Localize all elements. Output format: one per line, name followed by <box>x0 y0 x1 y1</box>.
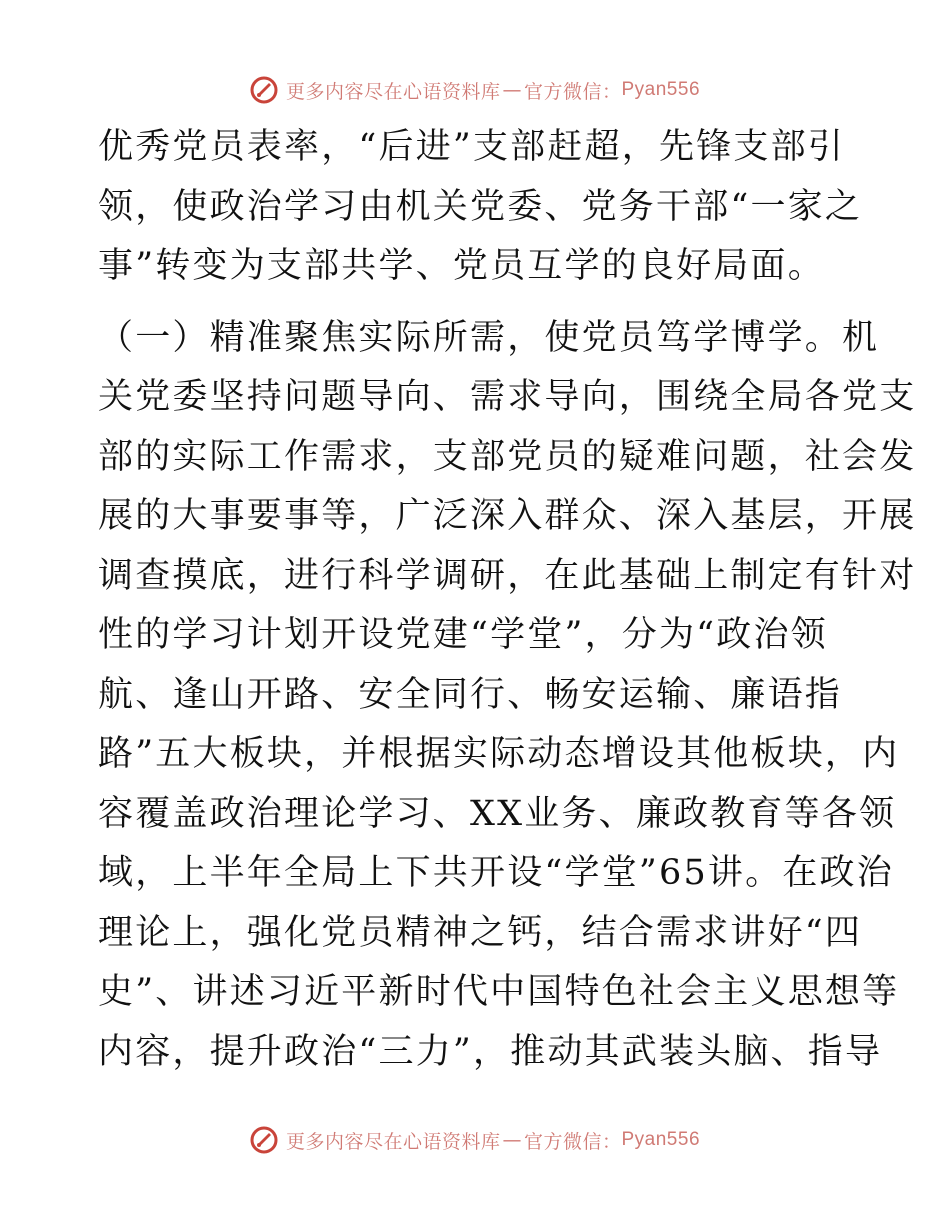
text-line: 关党委坚持问题导向、需求导向，围绕全局各党支 <box>98 377 917 417</box>
paragraph <box>98 309 917 1083</box>
watermark-text: 更多内容尽在心语资料库 <box>285 1130 501 1153</box>
text-line: 领，使政治学习由机关党委、党务干部“一家之 <box>98 186 863 227</box>
text-line: 部的实际工作需求，支部党员的疑难问题，社会发 <box>98 436 917 477</box>
watermark-wechat-id: Pyan556 <box>621 79 701 100</box>
watermark-wechat-label: 官方微信： <box>523 80 622 103</box>
brand-logo-icon <box>250 76 278 104</box>
text-line: 路”五大板块，并根据实际动态增设其他板块，内 <box>98 734 900 774</box>
header-watermark <box>0 70 950 110</box>
text-line: 优秀党员表率，“后进”支部赶超，先锋支部引 <box>98 127 845 167</box>
text-line: 展的大事要事等，广泛深入群众、深入基层，开展 <box>98 496 917 536</box>
watermark-separator: — <box>502 1129 522 1151</box>
text-line: 航、逢山开路、安全同行、畅安运输、廉语指 <box>98 674 843 715</box>
text-line: 理论上，强化党员精神之钙，结合需求讲好“四 <box>98 912 863 953</box>
watermark-separator: — <box>502 79 522 101</box>
text-line: 史”、讲述习近平新时代中国特色社会主义思想等 <box>98 972 900 1012</box>
brand-logo-icon <box>250 1126 278 1154</box>
text-line: （一）精准聚焦实际所需，使党员笃学博学。机 <box>98 317 880 358</box>
footer-watermark <box>0 1120 950 1160</box>
text-line: 性的学习计划开设党建“学堂”，分为“政治领 <box>98 615 828 655</box>
text-line: 内容，提升政治“三力”，推动其武装头脑、指导 <box>98 1031 883 1072</box>
watermark-wechat-label: 官方微信： <box>523 1130 622 1153</box>
text-line: 域，上半年全局上下共开设“学堂”65讲。在政治 <box>98 853 894 893</box>
paragraph <box>98 118 863 297</box>
text-line: 调查摸底，进行科学调研，在此基础上制定有针对 <box>98 555 917 596</box>
text-line: 事”转变为支部共学、党员互学的良好局面。 <box>98 246 825 286</box>
text-line: 容覆盖政治理论学习、XX业务、廉政教育等各领 <box>98 793 897 834</box>
watermark-text: 更多内容尽在心语资料库 <box>285 80 501 103</box>
paragraph-gap <box>98 297 858 309</box>
document-body <box>98 118 917 1082</box>
watermark-wechat-id: Pyan556 <box>621 1129 701 1150</box>
